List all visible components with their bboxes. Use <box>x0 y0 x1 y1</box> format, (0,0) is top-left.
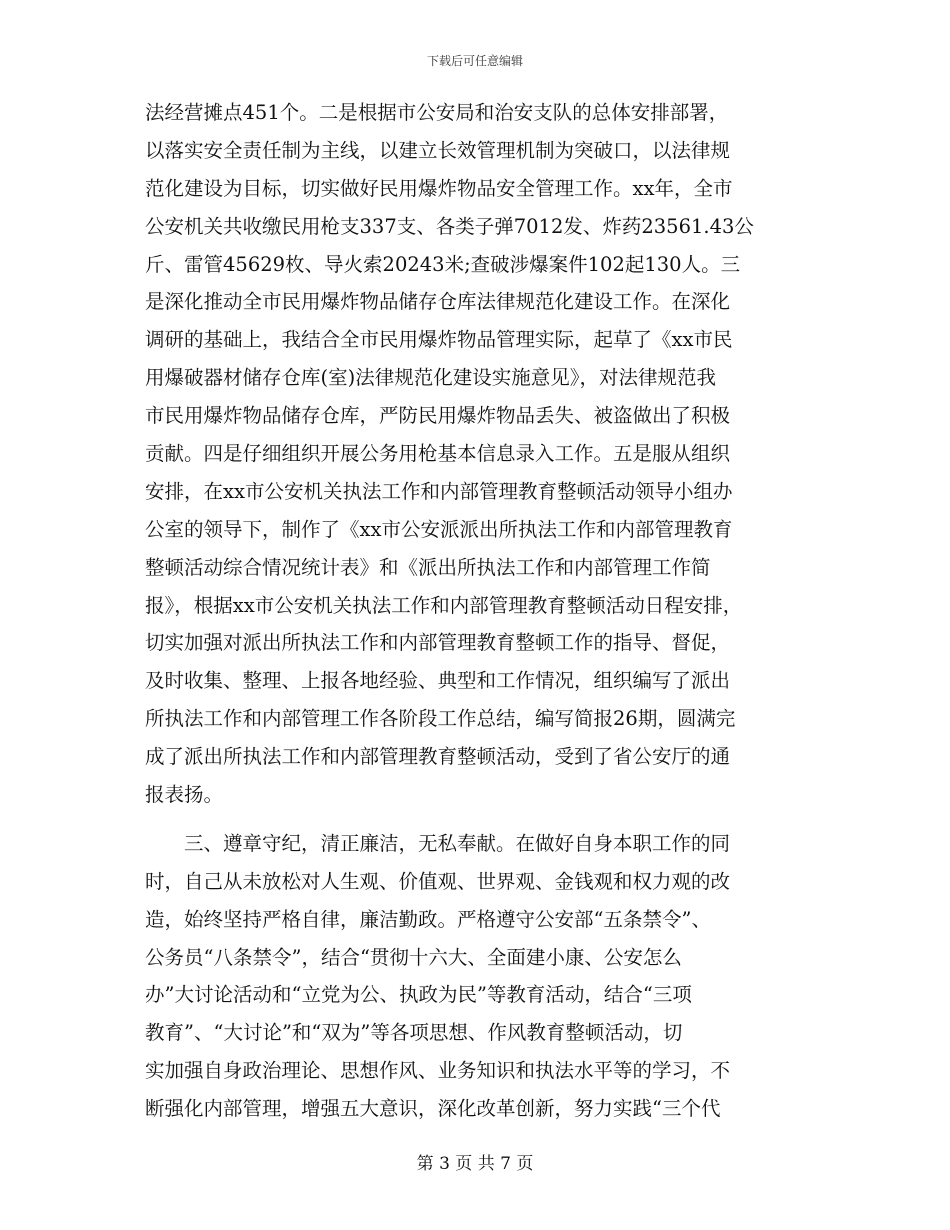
text-line: 成了派出所执法工作和内部管理教育整顿活动，受到了省公安厅的通 <box>145 745 731 769</box>
text-line: 以落实安全责任制为主线，以建立长效管理机制为突破口，以法律规 <box>145 138 731 162</box>
text-line: 公务员“八条禁令”，结合“贯彻十六大、全面建小康、公安怎么 <box>145 945 682 969</box>
text-line: 报》，根据xx市公安机关执法工作和内部管理教育整顿活动日程安排， <box>145 593 743 617</box>
text-line: 三、遵章守纪，清正廉洁，无私奉献。在做好自身本职工作的同 <box>145 831 731 855</box>
text-line: 公室的领导下，制作了《xx市公安派派出所执法工作和内部管理教育 <box>145 517 733 541</box>
text-line: 及时收集、整理、上报各地经验、典型和工作情况，组织编写了派出 <box>145 669 731 693</box>
text-line: 报表扬。 <box>145 783 224 807</box>
text-line: 实加强自身政治理论、思想作风、业务知识和执法水平等的学习，不 <box>145 1059 731 1083</box>
text-line: 安排，在xx市公安机关执法工作和内部管理教育整顿活动领导小组办 <box>145 479 733 503</box>
text-line: 所执法工作和内部管理工作各阶段工作总结，编写简报26期，圆满完 <box>145 707 736 731</box>
text-line: 教育”、“大讨论”和“双为”等各项思想、作风教育整顿活动，切 <box>145 1021 683 1045</box>
text-line: 断强化内部管理，增强五大意识，深化改革创新，努力实践“三个代 <box>145 1097 721 1121</box>
text-line: 是深化推动全市民用爆炸物品储存仓库法律规范化建设工作。在深化 <box>145 290 731 314</box>
text-line: 用爆破器材储存仓库(室)法律规范化建设实施意见》，对法律规范我 <box>145 366 716 390</box>
text-line: 时，自己从未放松对人生观、价值观、世界观、金钱观和权力观的改 <box>145 869 731 893</box>
text-line: 范化建设为目标，切实做好民用爆炸物品安全管理工作。xx年，全市 <box>145 176 733 200</box>
text-line: 办”大讨论活动和“立党为公、执政为民”等教育活动，结合“三项 <box>145 983 692 1007</box>
text-line: 贡献。四是仔细组织开展公务用枪基本信息录入工作。五是服从组织 <box>145 442 731 466</box>
text-line: 法经营摊点451个。二是根据市公安局和治安支队的总体安排部署， <box>145 101 729 124</box>
text-line: 切实加强对派出所执法工作和内部管理教育整顿工作的指导、督促， <box>145 631 731 655</box>
page-header: 下载后可任意编辑 <box>426 54 523 68</box>
document-body <box>145 94 815 1128</box>
text-line: 造，始终坚持严格自律，廉洁勤政。严格遵守公安部“五条禁令”、 <box>145 907 711 931</box>
text-line: 整顿活动综合情况统计表》和《派出所执法工作和内部管理工作简 <box>145 555 711 579</box>
page-number: 第 3 页 共 7 页 <box>416 1154 534 1174</box>
text-line: 市民用爆炸物品储存仓库，严防民用爆炸物品丢失、被盗做出了积极 <box>145 404 731 428</box>
text-line: 调研的基础上，我结合全市民用爆炸物品管理实际，起草了《xx市民 <box>145 328 733 352</box>
text-line: 公安机关共收缴民用枪支337支、各类子弹7012发、炸药23561.43公 <box>145 214 754 238</box>
text-line: 斤、雷管45629枚、导火索20243米;查破涉爆案件102起130人。三 <box>145 252 741 276</box>
